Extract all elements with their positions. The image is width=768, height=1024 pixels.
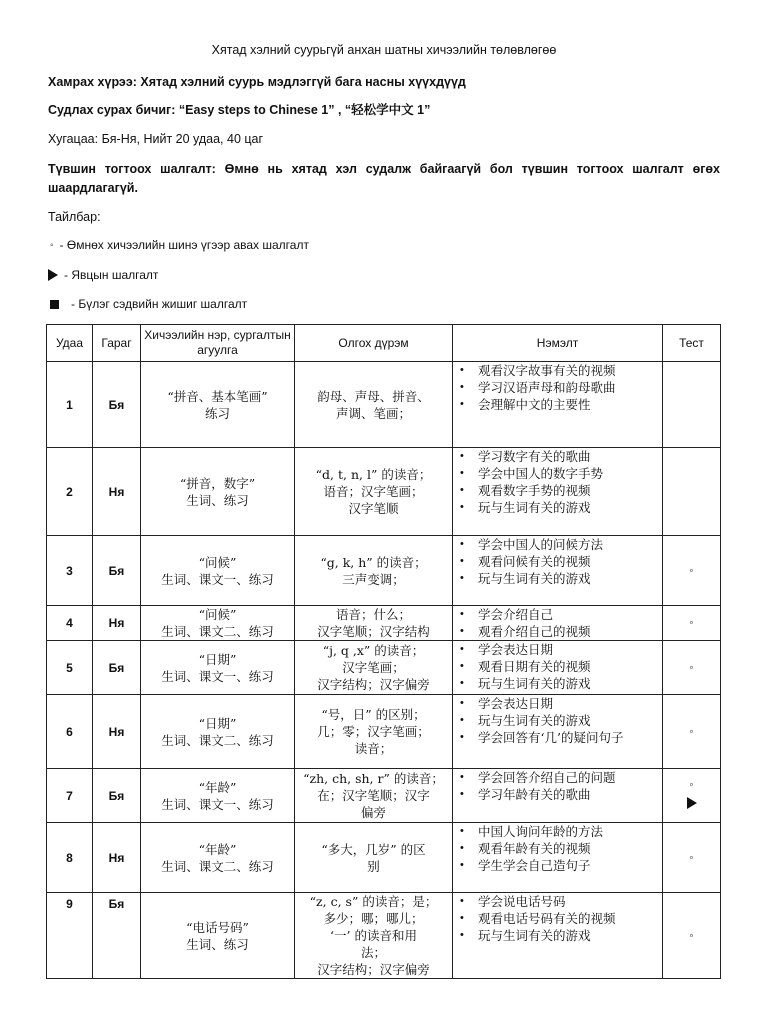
list-item: • 观看日期有关的视频 — [478, 658, 654, 675]
list-item: • 观看问候有关的视频 — [478, 553, 654, 570]
legend-title: Тайлбар: — [48, 210, 101, 224]
triangle-icon — [687, 797, 697, 809]
lesson-name: “年龄” 生词、课文一、练习 — [141, 769, 295, 823]
lesson-rules: 语音；什么； 汉字笔顺；汉字结构 — [295, 606, 453, 641]
lesson-name: “拼音、基本笔画” 练习 — [141, 362, 295, 448]
list-item: • 学习汉语声母和韵母歌曲 — [478, 379, 654, 396]
list-item: • 观看年龄有关的视频 — [478, 840, 654, 857]
textbook-label: Судлах сурах бичиг: — [48, 103, 176, 117]
lesson-test — [663, 695, 721, 769]
lesson-rules: “zh, ch, sh, r” 的读音； 在；汉字笔顺；汉字 偏旁 — [295, 769, 453, 823]
textbook-value: “Easy steps to Chinese 1” , “轻松学中文 1” — [178, 103, 431, 117]
header-test: Тест — [663, 325, 721, 362]
list-item: • 中国人询问年龄的方法 — [478, 823, 654, 840]
notes-list — [456, 362, 654, 413]
circle-icon: ◦ — [689, 725, 694, 738]
table-row — [47, 695, 721, 769]
lesson-day: Бя — [93, 769, 141, 823]
table-row — [47, 606, 721, 641]
lesson-name: “日期” 生词、课文一、练习 — [141, 641, 295, 695]
lesson-notes — [453, 606, 663, 641]
lesson-rules: “号，日” 的区别； 几；零；汉字笔画； 读音； — [295, 695, 453, 769]
circle-icon: ◦ — [689, 564, 694, 577]
lesson-test — [663, 448, 721, 536]
lesson-day: Бя — [93, 893, 141, 979]
notes-list — [456, 695, 654, 746]
lesson-number: 6 — [47, 695, 93, 769]
lesson-test — [663, 536, 721, 606]
duration-line — [48, 131, 720, 147]
textbook-line — [48, 102, 720, 118]
table-body — [47, 362, 721, 979]
notes-list — [456, 536, 654, 587]
lesson-number: 8 — [47, 823, 93, 893]
list-item: • 学会回答有‘几’的疑问句子 — [478, 729, 654, 746]
list-item: • 学生学会自己造句子 — [478, 857, 654, 874]
list-item: • 学会介绍自己 — [478, 606, 654, 623]
table-row — [47, 823, 721, 893]
lesson-number: 7 — [47, 769, 93, 823]
table-row — [47, 448, 721, 536]
duration-value: Бя-Ня, Нийт 20 удаа, 40 цаг — [101, 132, 264, 146]
notes-list — [456, 769, 654, 803]
document-title: Хятад хэлний суурьгүй анхан шатны хичээлийн төлөвлөгөө — [211, 43, 557, 57]
lesson-test — [663, 769, 721, 823]
list-item: • 学习数字有关的歌曲 — [478, 448, 654, 465]
lesson-name: “日期” 生词、课文二、练习 — [141, 695, 295, 769]
notes-list — [456, 893, 654, 944]
lesson-number: 5 — [47, 641, 93, 695]
list-item: • 玩与生词有关的游戏 — [478, 675, 654, 692]
legend-square-text: - Бүлэг сэдвийн жишиг шалгалт — [71, 297, 248, 311]
table-row — [47, 362, 721, 448]
list-item: • 观看介绍自己的视频 — [478, 623, 654, 640]
lesson-rules: “z, c, s” 的读音；是； 多少；哪；哪儿； ‘一’ 的读音和用 法； 汉字结构；汉字偏旁 — [295, 893, 453, 979]
lesson-number: 3 — [47, 536, 93, 606]
header-num: Удаа — [47, 325, 93, 362]
list-item: • 学会回答介绍自己的问题 — [478, 769, 654, 786]
lesson-name: “问候” 生词、课文一、练习 — [141, 536, 295, 606]
lesson-number: 9 — [47, 893, 93, 979]
circle-icon: ◦ — [689, 661, 694, 674]
lesson-name: “拼音，数字” 生词、练习 — [141, 448, 295, 536]
legend-triangle-text: - Явцын шалгалт — [64, 268, 159, 282]
audience-value: Хятад хэлний суурь мэдлэггүй бага насны хүүхдүүд — [140, 75, 466, 89]
list-item: • 观看汉字故事有关的视频 — [478, 362, 654, 379]
notes-list — [456, 641, 654, 692]
lesson-notes — [453, 769, 663, 823]
lesson-notes — [453, 823, 663, 893]
notes-list — [456, 823, 654, 874]
lesson-rules: “g, k, h” 的读音； 三声变调； — [295, 536, 453, 606]
circle-icon: ◦ — [50, 239, 54, 251]
list-item: • 玩与生词有关的游戏 — [478, 499, 654, 516]
header-lesson: Хичээлийн нэр, сургалтын агуулга — [141, 325, 295, 362]
lesson-notes — [453, 893, 663, 979]
list-item: • 玩与生词有关的游戏 — [478, 712, 654, 729]
square-icon — [50, 300, 59, 309]
circle-icon: ◦ — [689, 929, 694, 942]
list-item: • 学会中国人的数字手势 — [478, 465, 654, 482]
lesson-test — [663, 362, 721, 448]
lesson-number: 4 — [47, 606, 93, 641]
notes-list — [456, 448, 654, 516]
notes-list — [456, 606, 654, 640]
list-item: • 学习年龄有关的歌曲 — [478, 786, 654, 803]
circle-icon: ◦ — [689, 617, 694, 629]
lesson-rules: “d, t, n, l” 的读音； 语音；汉字笔画； 汉字笔顺 — [295, 448, 453, 536]
circle-icon: ◦ — [689, 779, 694, 791]
lesson-test — [663, 823, 721, 893]
list-item: • 会理解中文的主要性 — [478, 396, 654, 413]
lesson-number: 1 — [47, 362, 93, 448]
list-item: • 学会表达日期 — [478, 695, 654, 712]
lesson-name: “电话号码” 生词、练习 — [141, 893, 295, 979]
list-item: • 学会表达日期 — [478, 641, 654, 658]
lesson-name: “年龄” 生词、课文二、练习 — [141, 823, 295, 893]
lesson-day: Ня — [93, 823, 141, 893]
lesson-notes — [453, 536, 663, 606]
duration-label: Хугацаа: — [48, 132, 99, 146]
lesson-day: Бя — [93, 536, 141, 606]
lesson-day: Ня — [93, 606, 141, 641]
level-test-paragraph: Түвшин тогтоох шалгалт: Өмнө нь хятад хэл судалж байгаагүй бол түвшин тогтоох шалгалт өгөх шаардлагагүй. — [48, 162, 720, 195]
list-item: • 学会说电话号码 — [478, 893, 654, 910]
lesson-test — [663, 641, 721, 695]
lesson-rules: 韵母、声母、拼音、 声调、笔画； — [295, 362, 453, 448]
list-item: • 观看数字手势的视频 — [478, 482, 654, 499]
audience-label: Хамрах хүрээ: — [48, 75, 137, 89]
table-row — [47, 536, 721, 606]
lesson-notes — [453, 448, 663, 536]
lesson-test — [663, 893, 721, 979]
lesson-notes — [453, 641, 663, 695]
table-row — [47, 893, 721, 979]
header-rule: Олгох дүрэм — [295, 325, 453, 362]
lesson-number: 2 — [47, 448, 93, 536]
header-note: Нэмэлт — [453, 325, 663, 362]
table-row — [47, 641, 721, 695]
lesson-day: Ня — [93, 695, 141, 769]
legend-circle-text: - Өмнөх хичээлийн шинэ үгээр авах шалгалт — [59, 238, 309, 252]
lesson-rules: “j, q ,x” 的读音； 汉字笔画； 汉字结构；汉字偏旁 — [295, 641, 453, 695]
lesson-day: Ня — [93, 448, 141, 536]
legend-circle-row — [48, 238, 309, 252]
lesson-rules: “多大，几岁” 的区 别 — [295, 823, 453, 893]
triangle-icon — [48, 269, 58, 281]
list-item: • 观看电话号码有关的视频 — [478, 910, 654, 927]
lesson-notes — [453, 362, 663, 448]
lesson-test — [663, 606, 721, 641]
lesson-notes — [453, 695, 663, 769]
header-day: Гараг — [93, 325, 141, 362]
lesson-day: Бя — [93, 362, 141, 448]
lesson-plan-table — [46, 324, 721, 979]
table-row — [47, 769, 721, 823]
table-header-row — [47, 325, 721, 362]
lesson-day: Бя — [93, 641, 141, 695]
circle-icon: ◦ — [689, 851, 694, 864]
list-item: • 玩与生词有关的游戏 — [478, 570, 654, 587]
legend-triangle-row — [48, 268, 158, 282]
audience-line — [48, 74, 720, 90]
lesson-name: “问候” 生词、课文二、练习 — [141, 606, 295, 641]
legend-square-row — [48, 297, 247, 311]
list-item: • 玩与生词有关的游戏 — [478, 927, 654, 944]
list-item: • 学会中国人的问候方法 — [478, 536, 654, 553]
